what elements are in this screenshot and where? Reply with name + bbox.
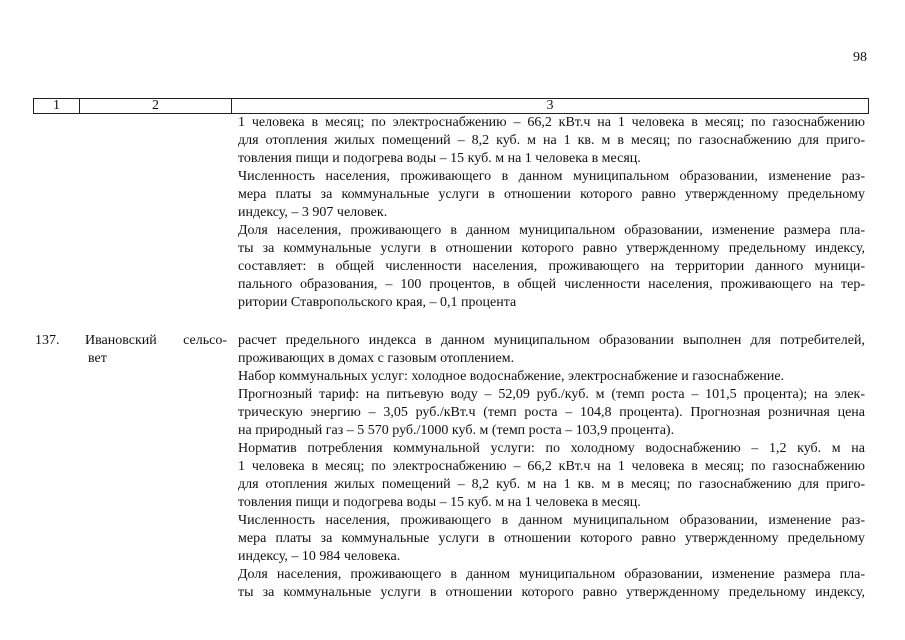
text-line: ты за коммунальные услуги в отношении которого равно утвержденному предельному индексу,	[238, 241, 865, 256]
text-line: пального образования, – 100 процентов, в общей численности населения, проживающего на тер-	[238, 277, 865, 292]
text-line: индексу, – 3 907 человек.	[238, 205, 388, 220]
text-line: товления пищи и подогрева воды – 15 куб. м на 1 человека в месяц.	[238, 495, 641, 510]
text-line: для отопления жилых помещений – 8,2 куб. м на 1 кв. м в месяц; по газоснабжению для приго-	[238, 133, 865, 148]
paragraph	[238, 168, 865, 222]
text-line: ты за коммунальные услуги в отношении которого равно утвержденному предельному индексу,	[238, 585, 865, 600]
municipality-name	[85, 332, 227, 368]
header-column-3: 3	[546, 98, 554, 113]
row-number: 137.	[35, 333, 60, 348]
text-line: Набор коммунальных услуг: холодное водоснабжение, электроснабжение и газоснабжение.	[238, 369, 785, 384]
text-line: 1 человека в месяц; по электроснабжению – 66,2 кВт.ч на 1 человека в месяц; по газоснабжению	[238, 459, 865, 474]
municipality-name-line: вет	[88, 351, 107, 366]
paragraph	[238, 566, 865, 602]
text-line: товления пищи и подогрева воды – 15 куб. м на 1 человека в месяц.	[238, 151, 641, 166]
text-line: ритории Ставропольского края, – 0,1 процента	[238, 295, 517, 310]
paragraph	[238, 332, 865, 368]
text-line: проживающих в домах с газовым отоплением.	[238, 351, 515, 366]
paragraph	[238, 222, 865, 312]
text-line: индексу, – 10 984 человека.	[238, 549, 401, 564]
text-line: мера платы за коммунальные услуги в отношении которого равно утвержденному предельному	[238, 531, 865, 546]
text-line: Доля населения, проживающего в данном муниципальном образовании, изменение размера пла-	[238, 567, 865, 582]
table-row-137	[0, 332, 905, 602]
text-line: Численность населения, проживающего в данном муниципальном образовании, изменение раз-	[238, 513, 865, 528]
text-line: Численность населения, проживающего в данном муниципальном образовании, изменение раз-	[238, 169, 865, 184]
municipality-name-line: Ивановский сельсо-	[85, 333, 227, 348]
continuation-text	[238, 114, 865, 312]
text-line: мера платы за коммунальные услуги в отношении которого равно утвержденному предельному	[238, 187, 865, 202]
paragraph	[238, 368, 865, 386]
text-line: трическую энергию – 3,05 руб./кВт.ч (темп роста – 104,8 процента). Прогнозная розничная цена	[238, 405, 865, 420]
paragraph	[238, 386, 865, 440]
paragraph	[238, 440, 865, 512]
text-line: Прогнозный тариф: на питьевую воду – 52,09 руб./куб. м (темп роста – 101,5 процента); на элек-	[238, 387, 865, 402]
row-spacer	[0, 312, 905, 332]
text-line: Норматив потребления коммунальной услуги: по холодному водоснабжению – 1,2 куб. м на	[238, 441, 865, 456]
text-line: 1 человека в месяц; по электроснабжению – 66,2 кВт.ч на 1 человека в месяц; по газоснабжению	[238, 115, 865, 130]
table-header-row	[33, 98, 869, 114]
text-line: составляет: в общей численности населения, проживающего на территории данного муници-	[238, 259, 865, 274]
text-line: на природный газ – 5 570 руб./1000 куб. м (темп роста – 103,9 процента).	[238, 423, 675, 438]
header-column-2: 2	[80, 99, 232, 113]
row-description	[238, 332, 865, 602]
text-line: для отопления жилых помещений – 8,2 куб. м на 1 кв. м в месяц; по газоснабжению для приго-	[238, 477, 865, 492]
document-body	[0, 114, 905, 602]
header-column-1: 1	[34, 99, 80, 113]
paragraph	[238, 114, 865, 168]
text-line: Доля населения, проживающего в данном муниципальном образовании, изменение размера пла-	[238, 223, 865, 238]
paragraph	[238, 512, 865, 566]
text-line: расчет предельного индекса в данном муниципальном образовании выполнен для потребителей,	[238, 333, 865, 348]
continuation-row	[0, 114, 905, 312]
page-number: 98	[853, 50, 867, 65]
